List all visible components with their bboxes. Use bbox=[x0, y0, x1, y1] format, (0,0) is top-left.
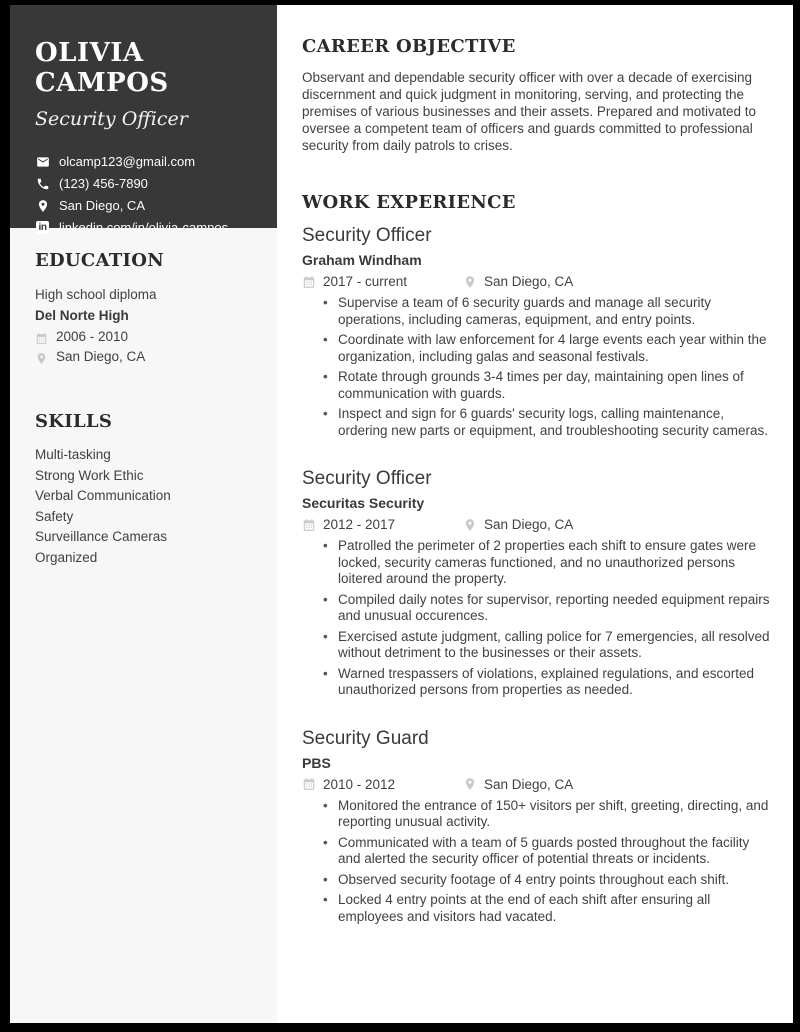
job-title: Security Officer bbox=[302, 225, 432, 246]
skills-heading: SKILLS bbox=[35, 411, 113, 432]
contact-email-row bbox=[35, 154, 259, 169]
career-objective-heading: CAREER OBJECTIVE bbox=[302, 36, 516, 57]
skill-item: Surveillance Cameras bbox=[35, 529, 168, 544]
job-bullet: • Rotate through grounds 3-4 times per day, maintaining open lines of communication with guards. bbox=[302, 369, 772, 402]
job-location-pair bbox=[463, 777, 573, 792]
job-bullet: • Warned trespassers of violations, explained regulations, and escorted unauthorized persons from properties as needed. bbox=[302, 666, 772, 699]
contact-phone: (123) 456-7890 bbox=[59, 176, 148, 191]
education-section bbox=[35, 250, 260, 367]
job-bullet: • Patrolled the perimeter of 2 properties each shift to ensure gates were locked, security cameras functioned, and no unauthorized persons loitered around the property. bbox=[302, 538, 772, 588]
job-dates-pair bbox=[302, 517, 463, 532]
job-meta bbox=[302, 274, 772, 289]
calendar-icon bbox=[302, 518, 316, 532]
skill-item: Organized bbox=[35, 549, 98, 565]
job-location: San Diego, CA bbox=[484, 517, 574, 532]
job-company: Graham Windham bbox=[302, 252, 422, 268]
job-title: Security Officer bbox=[302, 468, 432, 489]
location-pin-icon bbox=[463, 518, 477, 532]
job-bullet: • Coordinate with law enforcement for 4 large events each year within the organization, including galas and seasonal festivals. bbox=[302, 332, 772, 365]
contact-location-row bbox=[35, 198, 259, 213]
job-meta bbox=[302, 517, 772, 532]
sidebar-content bbox=[35, 250, 260, 568]
education-school: Del Norte High bbox=[35, 308, 129, 323]
job-dates: 2017 - current bbox=[323, 274, 408, 289]
location-pin-icon bbox=[463, 275, 477, 289]
job-bullet-list bbox=[302, 295, 772, 439]
job-bullet-list bbox=[302, 538, 772, 699]
contact-linkedin: linkedin.com/in/olivia-campos bbox=[59, 220, 229, 235]
contact-phone-row bbox=[35, 176, 259, 191]
education-location: San Diego, CA bbox=[56, 349, 146, 364]
job-bullet: • Inspect and sign for 6 guards' security logs, calling maintenance, ordering new parts or equipment, and troubleshooting security cameras. bbox=[302, 406, 772, 439]
contact-location: San Diego, CA bbox=[59, 198, 145, 213]
location-pin-icon bbox=[463, 777, 477, 791]
job-entry bbox=[302, 728, 772, 926]
calendar-icon bbox=[302, 777, 316, 791]
job-location: San Diego, CA bbox=[484, 274, 574, 289]
skill-item: Verbal Communication bbox=[35, 488, 171, 503]
job-bullet: • Communicated with a team of 5 guards posted throughout the facility and alerted the security officer of potential threats or incidents. bbox=[302, 835, 772, 868]
calendar-icon bbox=[35, 331, 48, 344]
contact-linkedin-row bbox=[35, 220, 259, 235]
job-bullet: • Monitored the entrance of 150+ visitors per shift, greeting, directing, and reporting unusual activity. bbox=[302, 798, 772, 831]
job-bullet: • Compiled daily notes for supervisor, reporting needed equipment repairs and unusual occurences. bbox=[302, 592, 772, 625]
job-company: PBS bbox=[302, 754, 331, 771]
skill-item: Safety bbox=[35, 508, 74, 524]
skill-item: Multi-tasking bbox=[35, 447, 111, 462]
job-dates: 2012 - 2017 bbox=[323, 517, 396, 532]
job-bullet: • Observed security footage of 4 entry points throughout each shift. bbox=[302, 872, 772, 889]
education-dates-row bbox=[35, 327, 260, 347]
job-bullet: • Locked 4 entry points at the end of each shift after ensuring all employees and visitors had vacated. bbox=[302, 892, 772, 925]
person-name: OLIVIA CAMPOS bbox=[35, 38, 169, 98]
resume-page bbox=[10, 5, 793, 1023]
education-heading: EDUCATION bbox=[35, 250, 164, 271]
education-degree: High school diploma bbox=[35, 287, 157, 302]
contact-list bbox=[35, 154, 259, 235]
skills-section bbox=[35, 411, 260, 568]
job-meta bbox=[302, 777, 772, 792]
calendar-icon bbox=[302, 275, 316, 289]
skill-item: Strong Work Ethic bbox=[35, 467, 144, 483]
education-dates: 2006 - 2010 bbox=[56, 329, 129, 344]
main-column bbox=[302, 5, 772, 929]
job-entry bbox=[302, 468, 772, 699]
job-location-pair bbox=[463, 517, 573, 532]
email-icon bbox=[35, 154, 50, 169]
job-location: San Diego, CA bbox=[484, 776, 574, 792]
job-title: Security Guard bbox=[302, 727, 429, 749]
linkedin-icon: in bbox=[35, 220, 50, 235]
education-location-row bbox=[35, 347, 260, 367]
contact-email: olcamp123@gmail.com bbox=[59, 154, 196, 169]
job-bullet: • Exercised astute judgment, calling police for 7 emergencies, all resolved without detriment to the businesses or their assets. bbox=[302, 629, 772, 662]
job-dates-pair bbox=[302, 274, 463, 289]
header-block bbox=[10, 5, 277, 235]
job-bullet-list bbox=[302, 798, 772, 926]
job-dates-pair bbox=[302, 777, 463, 792]
phone-icon bbox=[35, 176, 50, 191]
job-entry bbox=[302, 225, 772, 439]
work-experience-heading: WORK EXPERIENCE bbox=[302, 192, 516, 213]
person-job-title: Security Officer bbox=[35, 108, 188, 130]
job-dates: 2010 - 2012 bbox=[323, 776, 396, 792]
career-objective-text: Observant and dependable security officer with over a decade of exercising discernment and quick judgment in monitoring, serving, and protecting the premises of various businesses and their assets. Prepared and motivated to oversee a competent team of officers and guards committed to professional security from daily patrols to crises. bbox=[302, 70, 756, 153]
location-pin-icon bbox=[35, 198, 50, 213]
job-company: Securitas Security bbox=[302, 495, 425, 511]
job-bullet: • Supervise a team of 6 security guards and manage all security operations, including cameras, equipment, and entry points. bbox=[302, 295, 772, 328]
job-location-pair bbox=[463, 274, 573, 289]
location-pin-icon bbox=[35, 351, 48, 364]
